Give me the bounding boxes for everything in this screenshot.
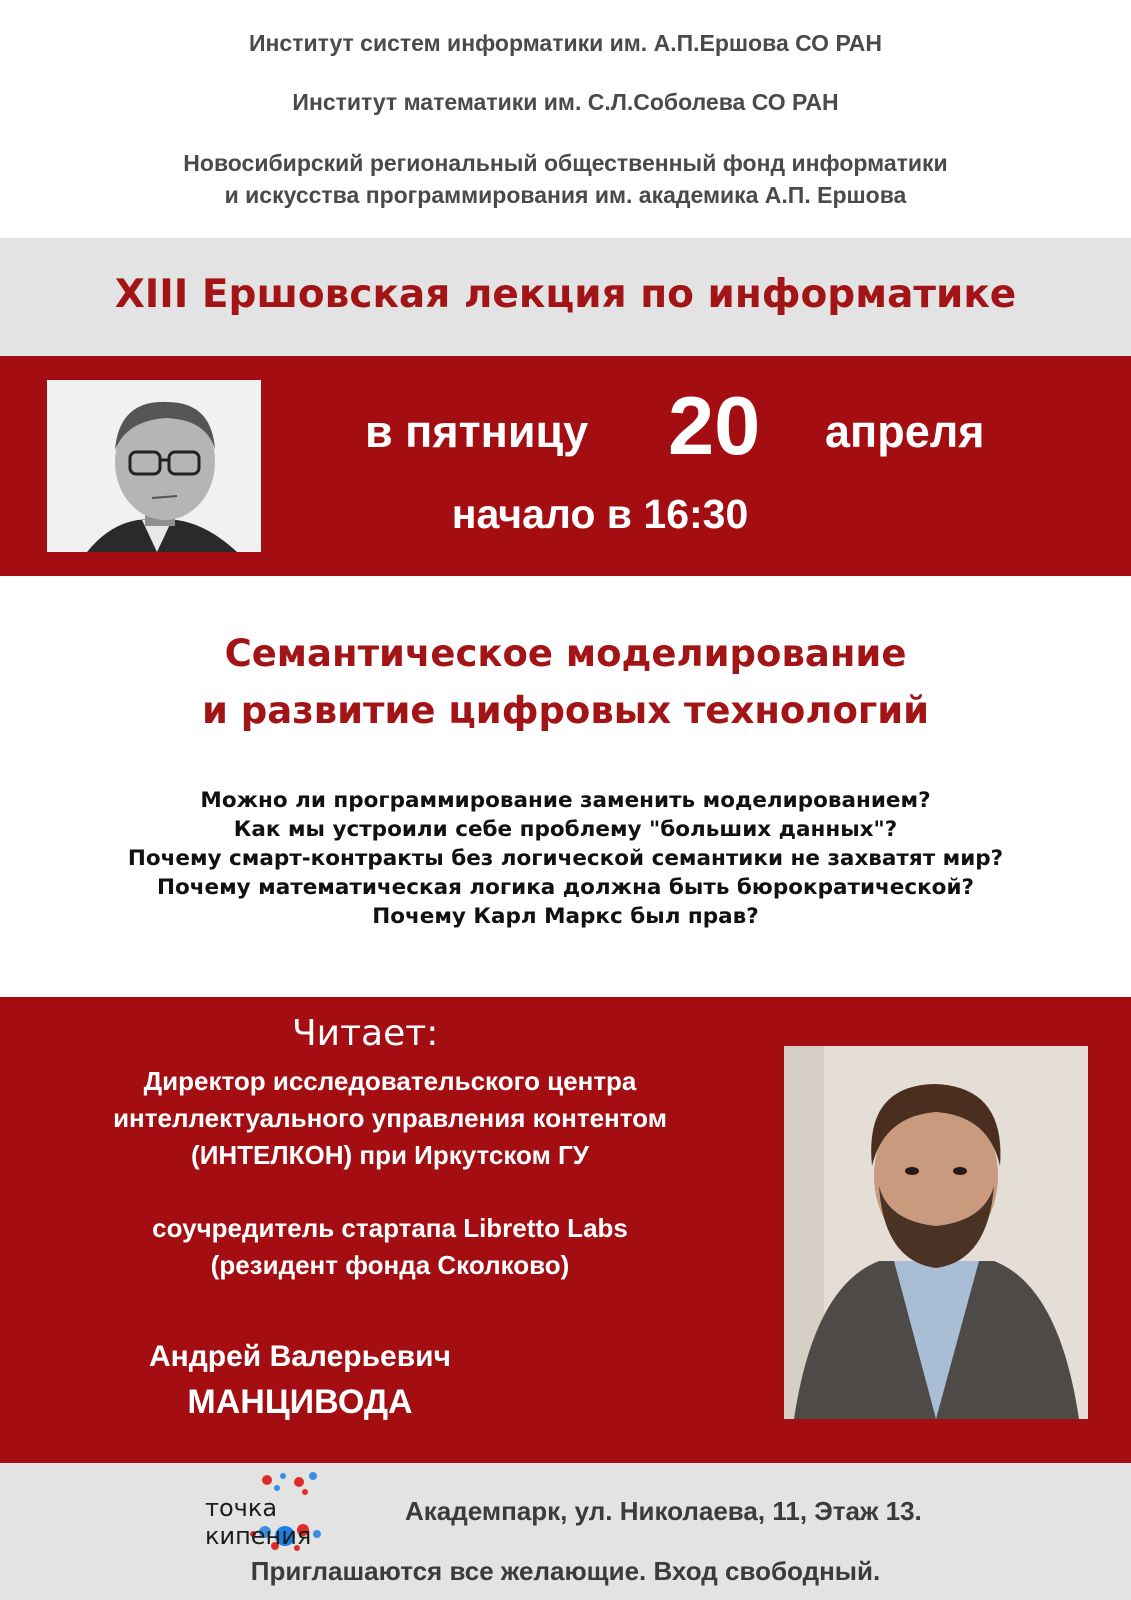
date-month: апреля bbox=[825, 406, 985, 457]
lecture-title: XIII Ершовская лекция по информатике bbox=[114, 272, 1017, 317]
organizer-iis: Институт систем информатики им. А.П.Ершова СО РАН bbox=[249, 30, 882, 56]
date-weekday: в пятницу bbox=[365, 406, 589, 457]
speaker-portrait-image bbox=[784, 1046, 1088, 1419]
speaker-affiliation bbox=[20, 1063, 760, 1284]
logo-text: точка кипения bbox=[205, 1494, 312, 1550]
speaker-first-name: Андрей Валерьевич bbox=[148, 1340, 452, 1373]
reads-label: Читает: bbox=[292, 1013, 439, 1054]
organizer-fund bbox=[0, 147, 1131, 211]
speaker-position-line: Директор исследовательского центра bbox=[143, 1066, 637, 1096]
speaker-role-line: соучредитель стартапа Libretto Labs bbox=[152, 1213, 628, 1243]
invitation-text: Приглашаются все желающие. Вход свободный. bbox=[250, 1556, 881, 1586]
speaker-role-line: (резидент фонда Сколково) bbox=[210, 1250, 570, 1280]
date-day: 20 bbox=[668, 379, 761, 472]
question-item: Почему Карл Маркс был прав? bbox=[372, 904, 759, 929]
event-address: Академпарк, ул. Николаева, 11, Этаж 13. bbox=[405, 1496, 922, 1526]
organizer-fund-line2: и искусства программирования им. академика А.П. Ершова bbox=[224, 182, 907, 208]
talk-title-line2: и развитие цифровых технологий bbox=[201, 689, 930, 732]
question-item: Можно ли программирование заменить моделированием? bbox=[200, 788, 931, 813]
speaker-last-name: МАНЦИВОДА bbox=[187, 1383, 413, 1421]
question-item: Почему смарт-контракты без логической семантики не захватят мир? bbox=[127, 846, 1004, 871]
talk-title bbox=[0, 625, 1131, 739]
speaker-portrait bbox=[784, 1046, 1088, 1419]
talk-title-line1: Семантическое моделирование bbox=[224, 632, 907, 675]
start-time: начало в 16:30 bbox=[451, 491, 749, 537]
question-item: Как мы устроили себе проблему "больших данных"? bbox=[233, 817, 898, 842]
lecture-date bbox=[320, 372, 1100, 472]
tochka-kipeniya-logo bbox=[205, 1472, 385, 1552]
ershov-portrait-image bbox=[47, 380, 261, 552]
organizer-fund-line1: Новосибирский региональный общественный фонд информатики bbox=[183, 150, 948, 176]
question-item: Почему математическая логика должна быть бюрократической? bbox=[157, 875, 974, 900]
organizer-im: Институт математики им. С.Л.Соболева СО РАН bbox=[292, 89, 839, 115]
questions-list bbox=[0, 786, 1131, 931]
speaker-position-line: (ИНТЕЛКОН) при Иркутском ГУ bbox=[191, 1140, 589, 1170]
speaker-position-line: интеллектуального управления контентом bbox=[113, 1103, 667, 1133]
ershov-portrait bbox=[47, 380, 261, 552]
